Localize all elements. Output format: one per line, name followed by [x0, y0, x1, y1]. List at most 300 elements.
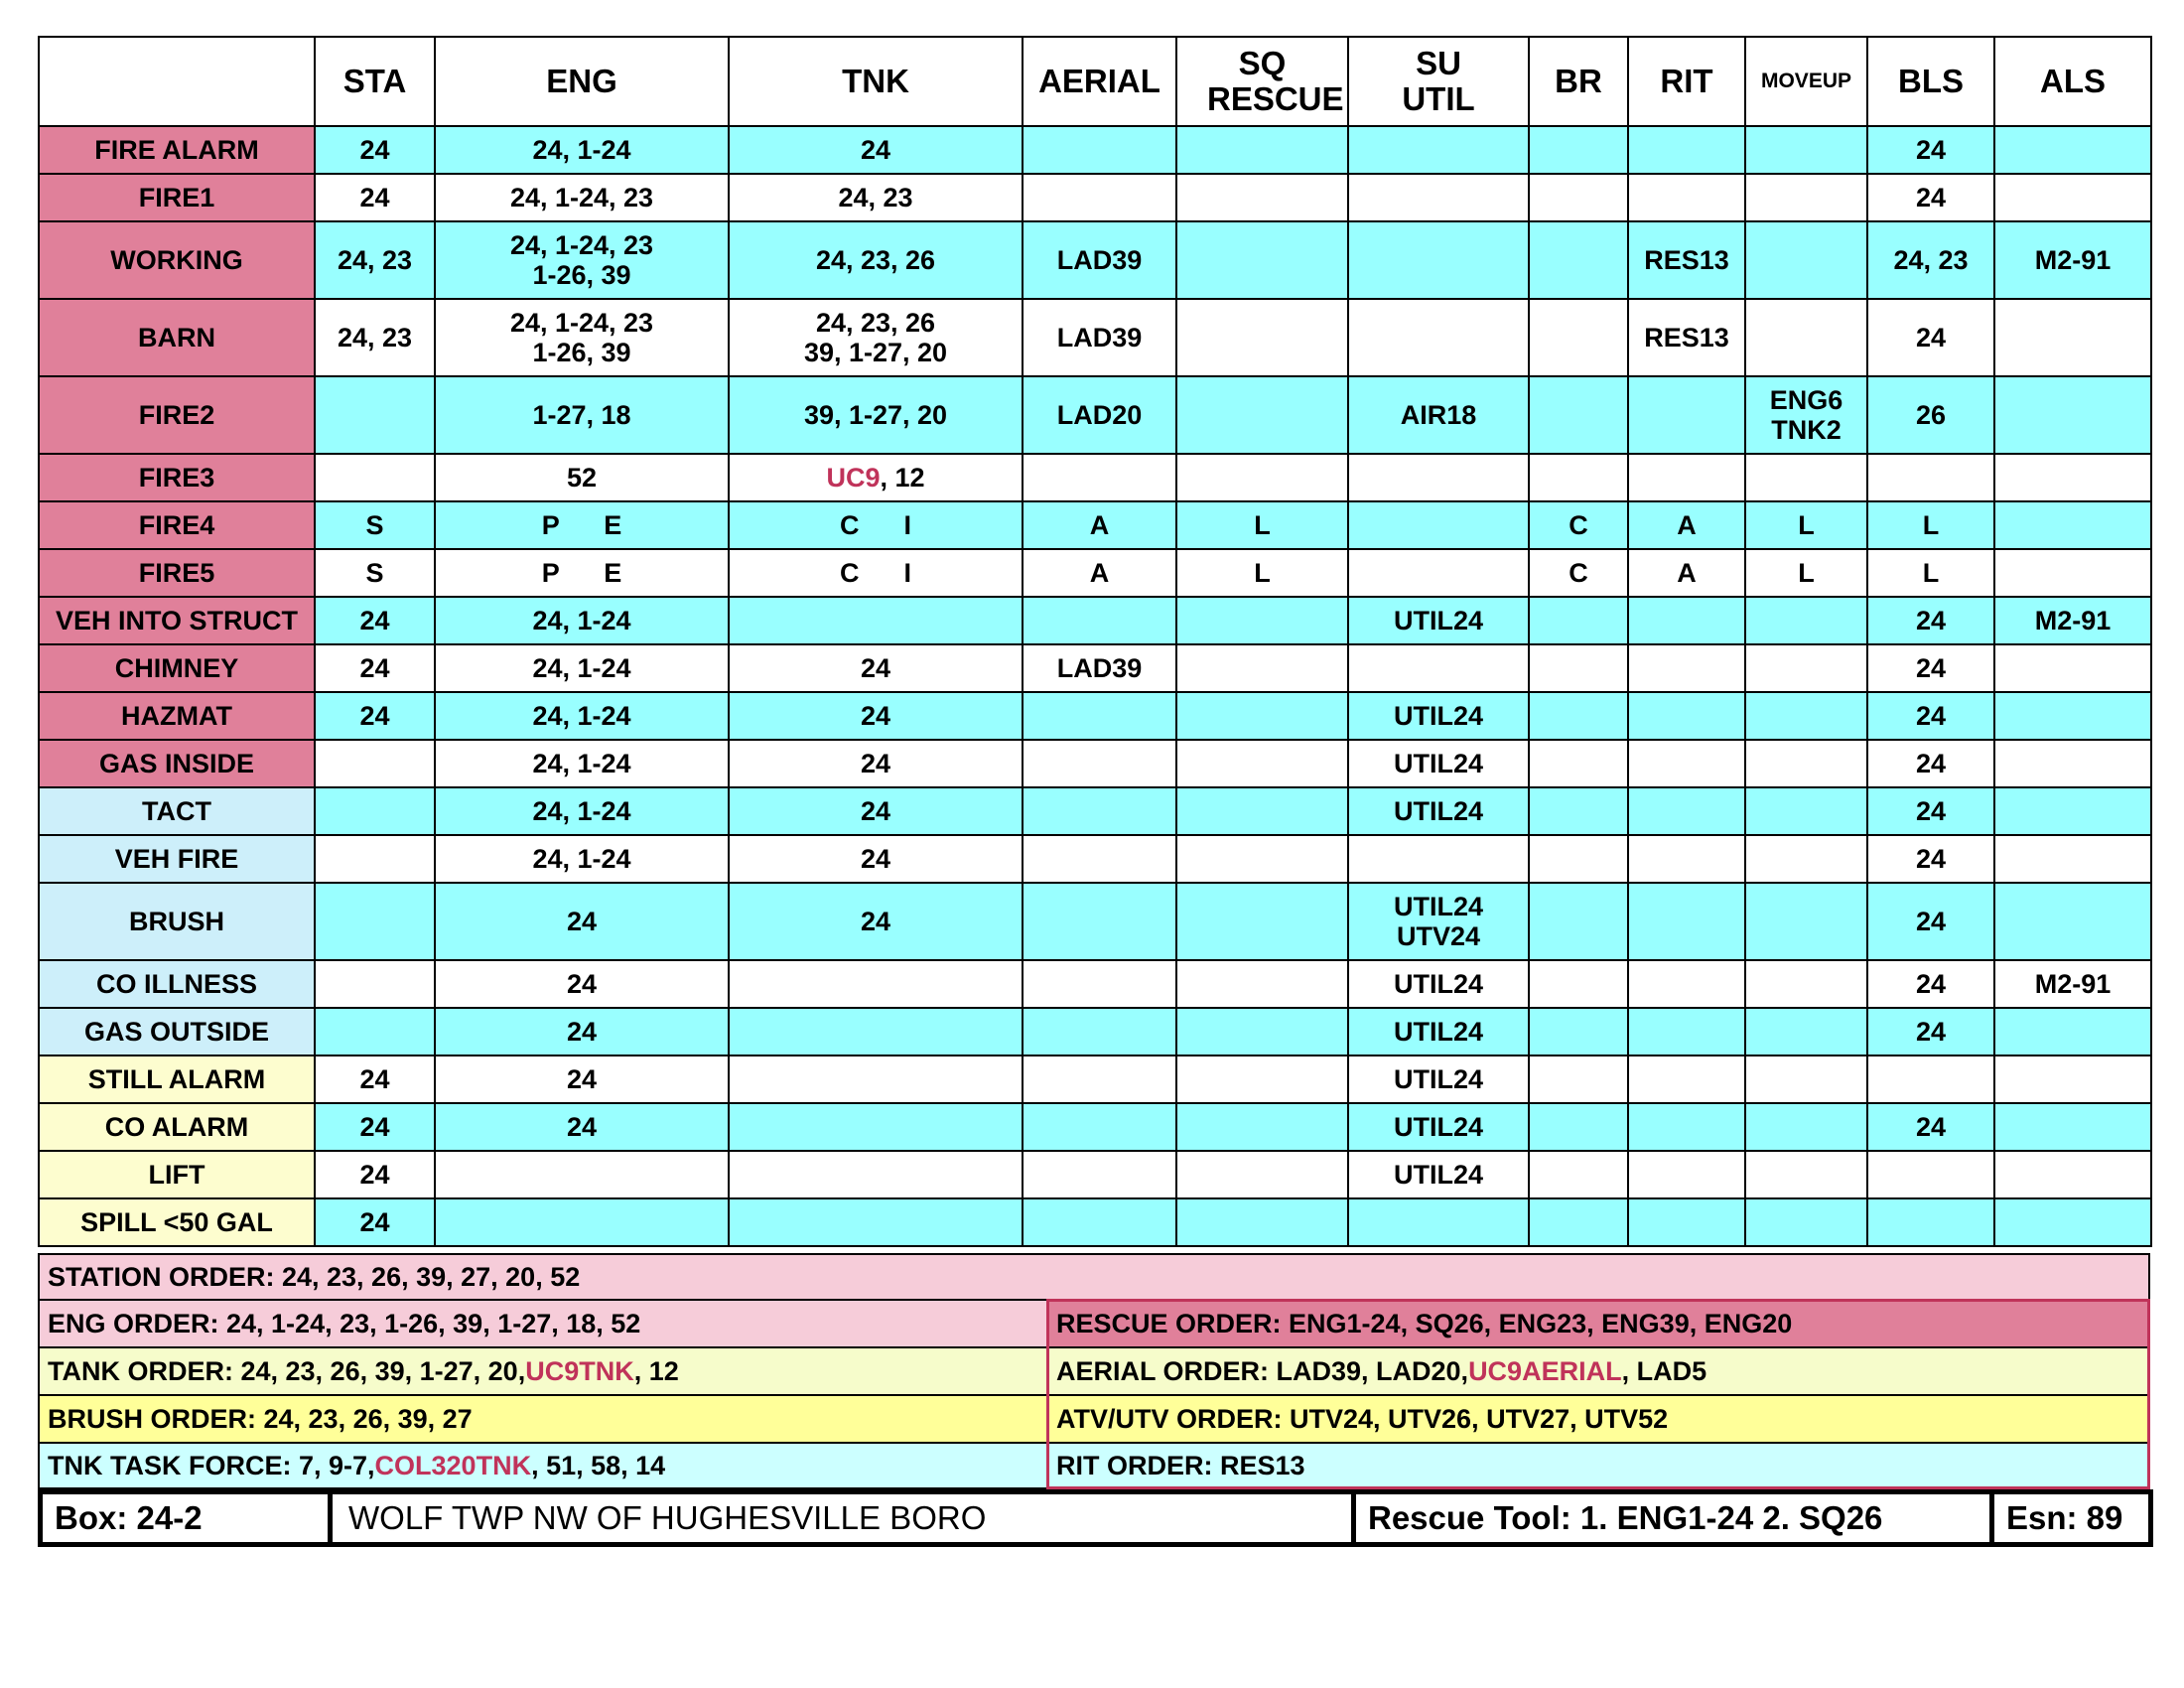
table-row	[39, 787, 2151, 835]
cell-bls: 24	[1867, 692, 1994, 740]
col-header-br: BR	[1529, 37, 1628, 126]
row-label: FIRE5	[39, 549, 315, 597]
table-row	[39, 1008, 2151, 1055]
cell-eng: 24	[435, 1103, 729, 1151]
cell-tnk	[729, 1055, 1023, 1103]
cell-sta: 24	[315, 597, 435, 644]
cell-eng: 24	[435, 883, 729, 960]
aerial-order-tail: , LAD5	[1621, 1355, 1707, 1386]
cell-sta	[315, 376, 435, 454]
cell-su-util: UTIL24	[1348, 1055, 1529, 1103]
cell-bls: 24	[1867, 835, 1994, 883]
box-number: Box: 24-2	[43, 1494, 333, 1542]
cell-eng: 24, 1-24	[435, 835, 729, 883]
cell-sq-rescue: L	[1176, 549, 1348, 597]
cell-sta: 24	[315, 1103, 435, 1151]
table-row	[39, 960, 2151, 1008]
cell-tnk: 24	[729, 126, 1023, 174]
cell-su-util	[1348, 835, 1529, 883]
cell-sq-rescue	[1176, 1055, 1348, 1103]
row-label: CHIMNEY	[39, 644, 315, 692]
cell-tnk: 39, 1-27, 20	[729, 376, 1023, 454]
cell-sq-rescue	[1176, 883, 1348, 960]
table-row	[39, 221, 2151, 299]
cell-aerial	[1023, 1103, 1176, 1151]
cell-moveup	[1745, 644, 1867, 692]
row-label: FIRE2	[39, 376, 315, 454]
cell-su-util	[1348, 644, 1529, 692]
cell-sta: 24	[315, 692, 435, 740]
cell-moveup	[1745, 787, 1867, 835]
cell-bls: L	[1867, 549, 1994, 597]
cell-sta: S	[315, 549, 435, 597]
cell-aerial	[1023, 1008, 1176, 1055]
cell-bls	[1867, 1198, 1994, 1246]
cell-tnk: 24	[729, 692, 1023, 740]
cell-als	[1994, 299, 2151, 376]
cell-sq-rescue	[1176, 692, 1348, 740]
cell-rit	[1628, 835, 1745, 883]
cell-br	[1529, 740, 1628, 787]
row-label: CO ALARM	[39, 1103, 315, 1151]
tank-order	[38, 1346, 1048, 1396]
cell-rit	[1628, 454, 1745, 501]
table-row	[39, 1055, 2151, 1103]
cell-tnk: 24	[729, 835, 1023, 883]
cell-moveup	[1745, 1151, 1867, 1198]
row-label: WORKING	[39, 221, 315, 299]
cell-su-util: UTIL24	[1348, 960, 1529, 1008]
row-label: FIRE4	[39, 501, 315, 549]
tnk-task-force	[38, 1442, 1048, 1489]
cell-br	[1529, 221, 1628, 299]
table-row	[39, 126, 2151, 174]
cell-sta: 24	[315, 174, 435, 221]
table-row	[39, 1151, 2151, 1198]
cell-sta: S	[315, 501, 435, 549]
eng-order: ENG ORDER: 24, 1-24, 23, 1-26, 39, 1-27, 18, 52	[38, 1299, 1048, 1348]
cell-su-util	[1348, 454, 1529, 501]
cell-als	[1994, 883, 2151, 960]
cell-als	[1994, 787, 2151, 835]
cell-tnk: UC9, 12	[729, 454, 1023, 501]
cell-sta: 24	[315, 1055, 435, 1103]
cell-eng: 1-27, 18	[435, 376, 729, 454]
cell-br	[1529, 597, 1628, 644]
footer-bar	[38, 1489, 2153, 1547]
cell-sq-rescue	[1176, 644, 1348, 692]
right-orders-frame	[1046, 1299, 2150, 1489]
cell-sq-rescue	[1176, 835, 1348, 883]
cell-tnk	[729, 597, 1023, 644]
cell-sq-rescue	[1176, 126, 1348, 174]
cell-als	[1994, 692, 2151, 740]
header-row	[39, 37, 2151, 126]
cell-als	[1994, 454, 2151, 501]
cell-bls: 24	[1867, 787, 1994, 835]
cell-eng: 24, 1-24	[435, 126, 729, 174]
cell-aerial: LAD39	[1023, 644, 1176, 692]
cell-bls: L	[1867, 501, 1994, 549]
cell-moveup	[1745, 174, 1867, 221]
cell-eng: 24, 1-24, 23	[435, 174, 729, 221]
cell-aerial	[1023, 692, 1176, 740]
esn-number: Esn: 89	[2006, 1499, 2123, 1536]
table-row	[39, 174, 2151, 221]
cell-tnk	[729, 1198, 1023, 1246]
cell-eng	[435, 1198, 729, 1246]
cell-als	[1994, 1008, 2151, 1055]
cell-rit: A	[1628, 501, 1745, 549]
cell-eng: 24, 1-24	[435, 644, 729, 692]
table-row	[39, 1103, 2151, 1151]
col-header-eng: ENG	[435, 37, 729, 126]
cell-rit	[1628, 174, 1745, 221]
cell-br	[1529, 883, 1628, 960]
cell-rit	[1628, 787, 1745, 835]
cell-su-util	[1348, 174, 1529, 221]
cell-moveup: ENG6 TNK2	[1745, 376, 1867, 454]
row-label: GAS OUTSIDE	[39, 1008, 315, 1055]
col-header-bls: BLS	[1867, 37, 1994, 126]
cell-tnk	[729, 1008, 1023, 1055]
cell-br	[1529, 1103, 1628, 1151]
cell-sq-rescue: L	[1176, 501, 1348, 549]
cell-br	[1529, 126, 1628, 174]
aerial-order-text: AERIAL ORDER: LAD39, LAD20,	[1056, 1355, 1469, 1386]
cell-aerial	[1023, 740, 1176, 787]
cell-sta: 24	[315, 1198, 435, 1246]
cell-su-util	[1348, 1198, 1529, 1246]
cell-sta: 24, 23	[315, 299, 435, 376]
cell-bls: 24, 23	[1867, 221, 1994, 299]
cell-eng: 24, 1-24	[435, 740, 729, 787]
cell-rit	[1628, 644, 1745, 692]
cell-rit	[1628, 1103, 1745, 1151]
cell-moveup	[1745, 883, 1867, 960]
corner-cell	[39, 37, 315, 126]
dispatch-grid	[38, 36, 2152, 1247]
cell-bls: 24	[1867, 644, 1994, 692]
row-label: VEH FIRE	[39, 835, 315, 883]
cell-su-util: UTIL24	[1348, 1151, 1529, 1198]
cell-bls: 24	[1867, 740, 1994, 787]
cell-moveup	[1745, 1008, 1867, 1055]
cell-als	[1994, 835, 2151, 883]
tank-order-highlight: UC9TNK	[525, 1355, 634, 1386]
cell-sta	[315, 883, 435, 960]
cell-sq-rescue	[1176, 299, 1348, 376]
cell-eng: 24, 1-24, 23 1-26, 39	[435, 299, 729, 376]
cell-moveup	[1745, 835, 1867, 883]
cell-tnk: 24	[729, 883, 1023, 960]
cell-br	[1529, 787, 1628, 835]
table-row	[39, 299, 2151, 376]
table-row	[39, 1198, 2151, 1246]
col-header-als: ALS	[1994, 37, 2151, 126]
cell-aerial	[1023, 960, 1176, 1008]
cell-bls: 24	[1867, 174, 1994, 221]
cell-sq-rescue	[1176, 174, 1348, 221]
row-label: FIRE1	[39, 174, 315, 221]
table-row	[39, 549, 2151, 597]
row-label: LIFT	[39, 1151, 315, 1198]
tnk-task-force-highlight: COL320TNK	[374, 1450, 532, 1480]
cell-bls: 24	[1867, 126, 1994, 174]
cell-bls: 24	[1867, 1103, 1994, 1151]
cell-sta: 24	[315, 1151, 435, 1198]
cell-sq-rescue	[1176, 787, 1348, 835]
cell-su-util	[1348, 501, 1529, 549]
cell-als	[1994, 501, 2151, 549]
cell-aerial	[1023, 883, 1176, 960]
col-header-sq-rescue: SQ RESCUE	[1176, 37, 1348, 126]
cell-eng: P E	[435, 549, 729, 597]
row-label: TACT	[39, 787, 315, 835]
cell-rit	[1628, 1008, 1745, 1055]
cell-sta: 24	[315, 644, 435, 692]
table-row	[39, 692, 2151, 740]
cell-rit	[1628, 960, 1745, 1008]
table-row	[39, 835, 2151, 883]
cell-moveup	[1745, 1198, 1867, 1246]
cell-su-util: UTIL24	[1348, 1008, 1529, 1055]
tnk-task-force-tail: , 51, 58, 14	[531, 1450, 666, 1480]
cell-br	[1529, 299, 1628, 376]
cell-sta	[315, 740, 435, 787]
cell-br	[1529, 835, 1628, 883]
cell-rit: A	[1628, 549, 1745, 597]
rescue-order: RESCUE ORDER: ENG1-24, SQ26, ENG23, ENG39, ENG20	[1046, 1299, 2150, 1348]
cell-tnk: 24, 23, 26 39, 1-27, 20	[729, 299, 1023, 376]
cell-su-util: UTIL24	[1348, 597, 1529, 644]
location-description: WOLF TWP NW OF HUGHESVILLE BORO	[333, 1494, 1356, 1542]
cell-moveup	[1745, 740, 1867, 787]
cell-rit: RES13	[1628, 299, 1745, 376]
cell-moveup	[1745, 960, 1867, 1008]
cell-als	[1994, 174, 2151, 221]
cell-als	[1994, 740, 2151, 787]
cell-eng	[435, 1151, 729, 1198]
row-label: STILL ALARM	[39, 1055, 315, 1103]
cell-sta	[315, 787, 435, 835]
tank-order-tail: , 12	[633, 1355, 679, 1386]
cell-sq-rescue	[1176, 597, 1348, 644]
cell-tnk: 24, 23	[729, 174, 1023, 221]
cell-br	[1529, 376, 1628, 454]
row-label: GAS INSIDE	[39, 740, 315, 787]
cell-als	[1994, 549, 2151, 597]
cell-br	[1529, 1055, 1628, 1103]
cell-moveup	[1745, 221, 1867, 299]
cell-bls: 24	[1867, 1008, 1994, 1055]
cell-su-util: UTIL24	[1348, 740, 1529, 787]
atv-utv-order: ATV/UTV ORDER: UTV24, UTV26, UTV27, UTV52	[1046, 1394, 2150, 1444]
cell-su-util	[1348, 549, 1529, 597]
col-header-tnk: TNK	[729, 37, 1023, 126]
cell-als: M2-91	[1994, 960, 2151, 1008]
cell-eng: 24, 1-24, 23 1-26, 39	[435, 221, 729, 299]
cell-br	[1529, 174, 1628, 221]
row-label: BARN	[39, 299, 315, 376]
col-header-moveup: MOVEUP	[1745, 37, 1867, 126]
cell-sq-rescue	[1176, 960, 1348, 1008]
cell-aerial	[1023, 174, 1176, 221]
cell-moveup	[1745, 1055, 1867, 1103]
tnk-task-force-text: TNK TASK FORCE: 7, 9-7,	[48, 1450, 375, 1480]
cell-sq-rescue	[1176, 454, 1348, 501]
cell-moveup: L	[1745, 501, 1867, 549]
col-header-sta: STA	[315, 37, 435, 126]
rit-order: RIT ORDER: RES13	[1046, 1442, 2150, 1489]
cell-aerial	[1023, 126, 1176, 174]
cell-tnk	[729, 1103, 1023, 1151]
cell-br: C	[1529, 549, 1628, 597]
cell-bls: 24	[1867, 883, 1994, 960]
tank-order-text: TANK ORDER: 24, 23, 26, 39, 1-27, 20,	[48, 1355, 526, 1386]
cell-su-util: UTIL24	[1348, 692, 1529, 740]
cell-br	[1529, 644, 1628, 692]
cell-als	[1994, 644, 2151, 692]
cell-tnk: 24, 23, 26	[729, 221, 1023, 299]
cell-aerial	[1023, 597, 1176, 644]
cell-tnk: 24	[729, 644, 1023, 692]
cell-tnk	[729, 1151, 1023, 1198]
cell-tnk: 24	[729, 787, 1023, 835]
cell-moveup	[1745, 692, 1867, 740]
cell-bls	[1867, 1055, 1994, 1103]
cell-sta	[315, 960, 435, 1008]
highlight-unit: UC9	[826, 463, 881, 492]
cell-eng: 24	[435, 1055, 729, 1103]
cell-moveup	[1745, 126, 1867, 174]
cell-tnk	[729, 960, 1023, 1008]
cell-als: M2-91	[1994, 597, 2151, 644]
cell-sq-rescue	[1176, 1151, 1348, 1198]
cell-br	[1529, 1198, 1628, 1246]
cell-als	[1994, 126, 2151, 174]
cell-su-util: AIR18	[1348, 376, 1529, 454]
cell-bls: 24	[1867, 960, 1994, 1008]
cell-eng: 24, 1-24	[435, 597, 729, 644]
cell-aerial: A	[1023, 501, 1176, 549]
cell-sta	[315, 835, 435, 883]
cell-moveup	[1745, 597, 1867, 644]
cell-aerial	[1023, 454, 1176, 501]
cell-su-util	[1348, 126, 1529, 174]
cell-rit	[1628, 883, 1745, 960]
cell-aerial: A	[1023, 549, 1176, 597]
cell-rit	[1628, 692, 1745, 740]
table-row	[39, 501, 2151, 549]
cell-rit: RES13	[1628, 221, 1745, 299]
cell-rit	[1628, 376, 1745, 454]
cell-aerial: LAD20	[1023, 376, 1176, 454]
row-label: SPILL <50 GAL	[39, 1198, 315, 1246]
cell-rit	[1628, 1151, 1745, 1198]
cell-br: C	[1529, 501, 1628, 549]
cell-eng: 24	[435, 960, 729, 1008]
cell-eng: 52	[435, 454, 729, 501]
cell-bls	[1867, 1151, 1994, 1198]
cell-br	[1529, 1151, 1628, 1198]
brush-order: BRUSH ORDER: 24, 23, 26, 39, 27	[38, 1394, 1048, 1444]
row-label: FIRE ALARM	[39, 126, 315, 174]
cell-br	[1529, 1008, 1628, 1055]
cell-rit	[1628, 126, 1745, 174]
cell-sq-rescue	[1176, 740, 1348, 787]
cell-sq-rescue	[1176, 376, 1348, 454]
cell-tnk: 24	[729, 740, 1023, 787]
cell-bls: 24	[1867, 299, 1994, 376]
cell-sta	[315, 454, 435, 501]
cell-sta	[315, 1008, 435, 1055]
cell-aerial	[1023, 1055, 1176, 1103]
table-row	[39, 740, 2151, 787]
cell-aerial	[1023, 835, 1176, 883]
cell-su-util: UTIL24	[1348, 1103, 1529, 1151]
row-label: VEH INTO STRUCT	[39, 597, 315, 644]
cell-sta: 24	[315, 126, 435, 174]
cell-su-util	[1348, 299, 1529, 376]
row-label: CO ILLNESS	[39, 960, 315, 1008]
cell-eng: 24, 1-24	[435, 692, 729, 740]
aerial-order-highlight: UC9AERIAL	[1468, 1355, 1622, 1386]
cell-als	[1994, 1103, 2151, 1151]
cell-sq-rescue	[1176, 221, 1348, 299]
col-header-su-util: SU UTIL	[1348, 37, 1529, 126]
cell-bls: 26	[1867, 376, 1994, 454]
cell-sq-rescue	[1176, 1008, 1348, 1055]
cell-sq-rescue	[1176, 1103, 1348, 1151]
cell-als	[1994, 1055, 2151, 1103]
row-label: BRUSH	[39, 883, 315, 960]
cell-tnk: C I	[729, 549, 1023, 597]
cell-moveup	[1745, 1103, 1867, 1151]
orders-section	[38, 1253, 2150, 1489]
cell-moveup: L	[1745, 549, 1867, 597]
table-row	[39, 376, 2151, 454]
cell-eng: P E	[435, 501, 729, 549]
cell-tnk: C I	[729, 501, 1023, 549]
table-row	[39, 597, 2151, 644]
rescue-tool: Rescue Tool: 1. ENG1-24 2. SQ26	[1356, 1494, 1994, 1542]
cell-rit	[1628, 597, 1745, 644]
cell-als	[1994, 1151, 2151, 1198]
row-label: HAZMAT	[39, 692, 315, 740]
cell-su-util	[1348, 221, 1529, 299]
table-row	[39, 644, 2151, 692]
cell-sq-rescue	[1176, 1198, 1348, 1246]
station-order: STATION ORDER: 24, 23, 26, 39, 27, 20, 52	[38, 1253, 2150, 1301]
cell-su-util: UTIL24 UTV24	[1348, 883, 1529, 960]
cell-als	[1994, 1198, 2151, 1246]
cell-br	[1529, 960, 1628, 1008]
col-header-aerial: AERIAL	[1023, 37, 1176, 126]
cell-bls	[1867, 454, 1994, 501]
cell-rit	[1628, 1198, 1745, 1246]
cell-eng: 24	[435, 1008, 729, 1055]
cell-als: M2-91	[1994, 221, 2151, 299]
table-row	[39, 454, 2151, 501]
cell-sta: 24, 23	[315, 221, 435, 299]
row-label: FIRE3	[39, 454, 315, 501]
cell-aerial	[1023, 787, 1176, 835]
cell-bls: 24	[1867, 597, 1994, 644]
cell-als	[1994, 376, 2151, 454]
cell-aerial: LAD39	[1023, 299, 1176, 376]
table-row	[39, 883, 2151, 960]
